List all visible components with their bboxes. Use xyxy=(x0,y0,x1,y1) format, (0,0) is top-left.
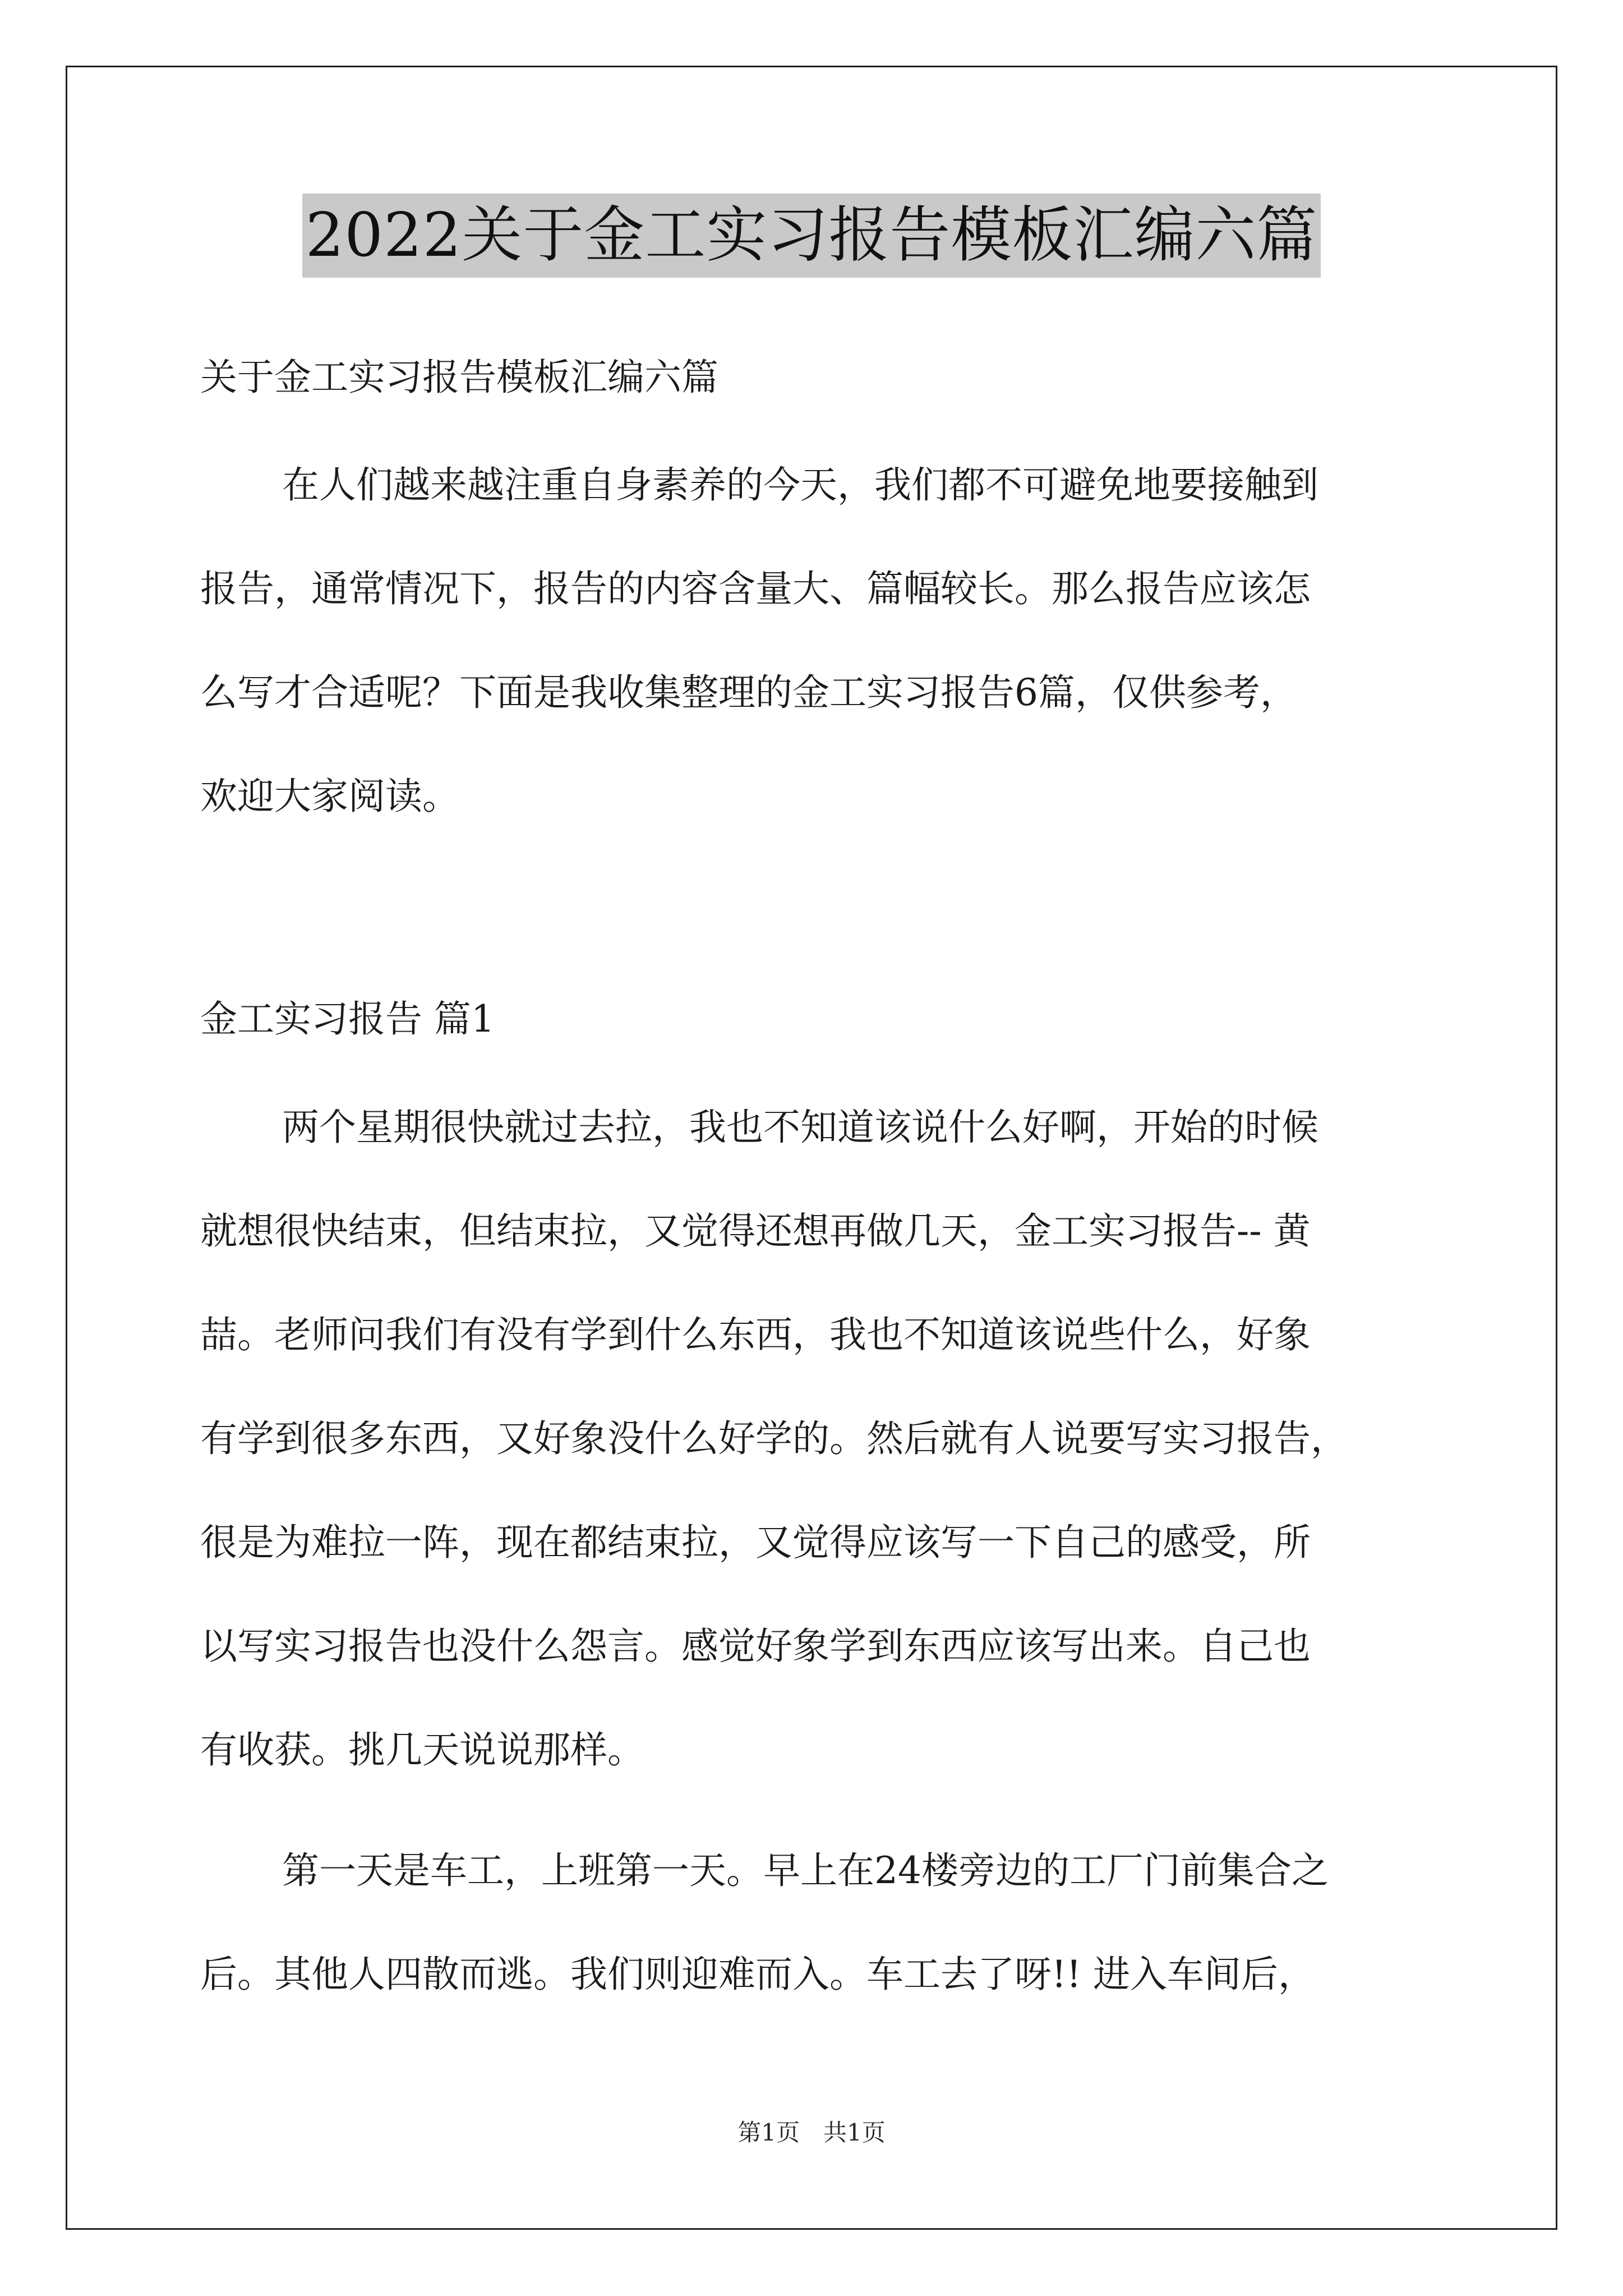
document-subtitle: 关于金工实习报告模板汇编六篇 xyxy=(200,356,718,399)
document-title: 2022关于金工实习报告模板汇编六篇 xyxy=(302,194,1321,278)
body-line: 有收获。挑几天说说那样。 xyxy=(200,1728,644,1772)
body-line: 后。其他人四散而逃。我们则迎难而入。车工去了呀!! 进入车间后， xyxy=(200,1953,1316,1996)
intro-line: 在人们越来越注重自身素养的今天，我们都不可避免地要接触到 xyxy=(282,463,1318,507)
body-line: 以写实习报告也没什么怨言。感觉好象学到东西应该写出来。自己也 xyxy=(200,1625,1311,1668)
intro-line: 欢迎大家阅读。 xyxy=(200,775,459,818)
section-heading: 金工实习报告 篇1 xyxy=(200,997,495,1041)
body-line: 就想很快结束，但结束拉，又觉得还想再做几天，金工实习报告-- 黄 xyxy=(200,1209,1311,1253)
page-footer: 第1页 共1页 xyxy=(737,2119,886,2146)
body-line: 很是为难拉一阵，现在都结束拉，又觉得应该写一下自己的感受，所 xyxy=(200,1521,1311,1564)
title-container xyxy=(0,194,1623,278)
body-line: 喆。老师问我们有没有学到什么东西，我也不知道该说些什么，好象 xyxy=(200,1313,1311,1356)
intro-line: 报告，通常情况下，报告的内容含量大、篇幅较长。那么报告应该怎 xyxy=(200,567,1311,610)
body-line: 有学到很多东西，又好象没什么好学的。然后就有人说要写实习报告， xyxy=(200,1417,1348,1460)
body-line: 第一天是车工，上班第一天。早上在24楼旁边的工厂门前集合之 xyxy=(282,1849,1329,1892)
intro-line: 么写才合适呢？下面是我收集整理的金工实习报告6篇，仅供参考， xyxy=(200,671,1297,714)
body-line: 两个星期很快就过去拉，我也不知道该说什么好啊，开始的时候 xyxy=(282,1106,1318,1149)
